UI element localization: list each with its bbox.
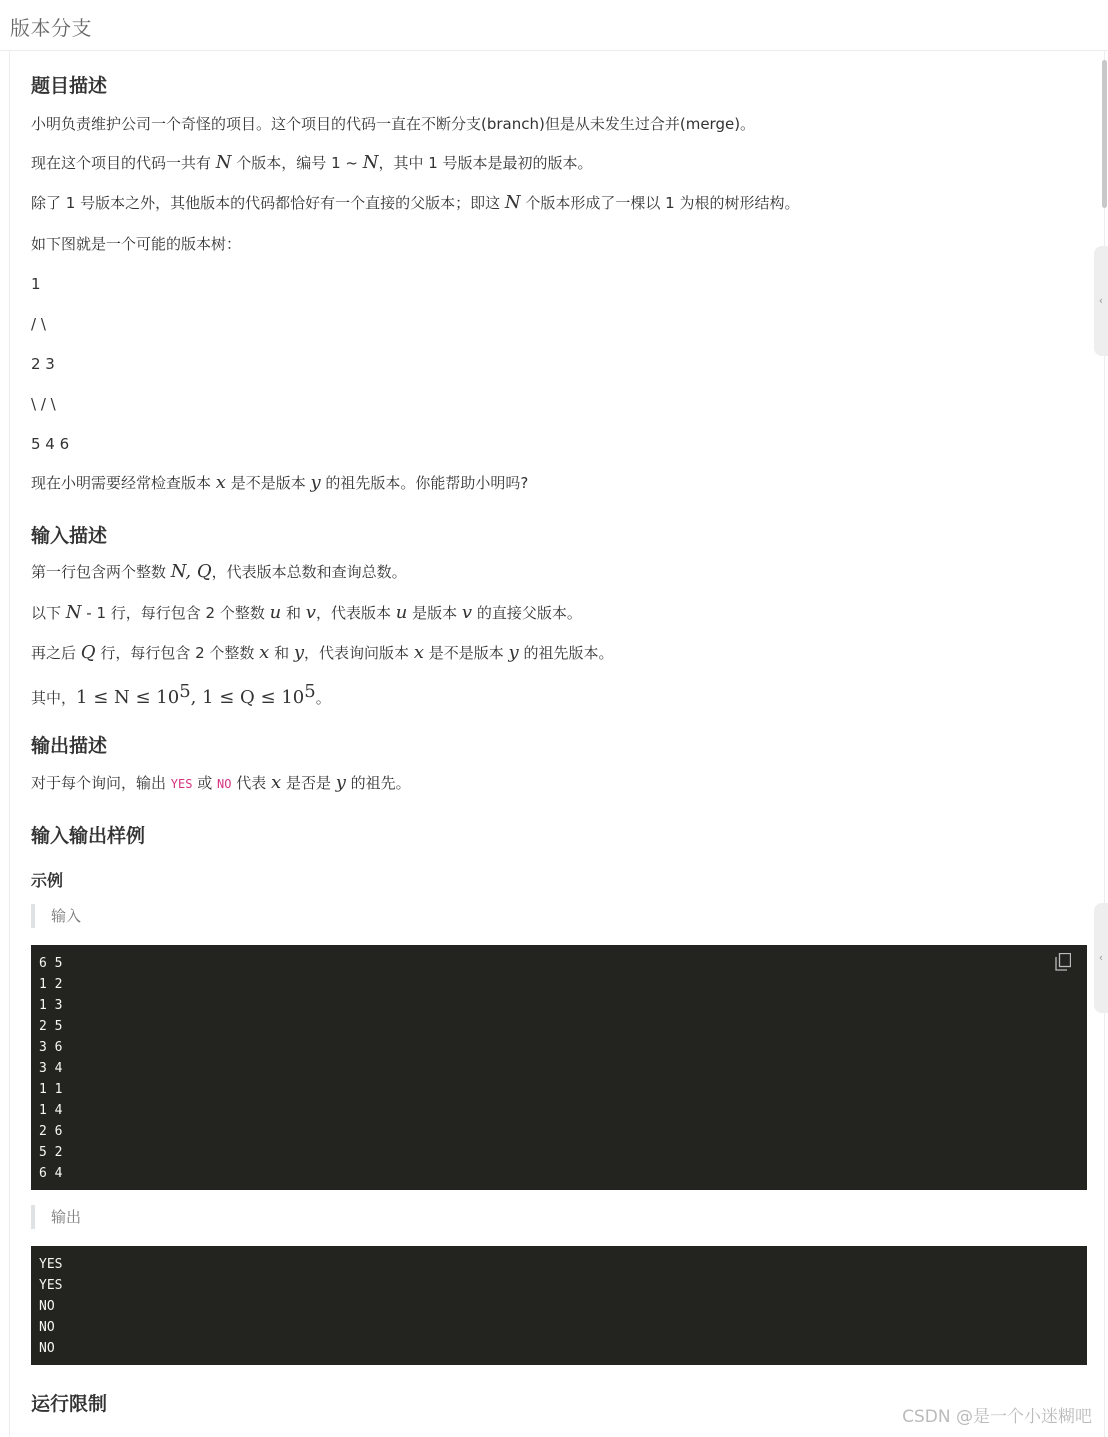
chevron-left-icon[interactable]: ‹ (1094, 903, 1108, 1013)
description-p3: 除了 1 号版本之外，其他版本的代码都恰好有一个直接的父版本；即这 N 个版本形成了一棵以 1 为根的树形结构。 (31, 192, 800, 213)
description-p1: 小明负责维护公司一个奇怪的项目。这个项目的代码一直在不断分支(branch)但是从未发生过合并(merge)。 (31, 115, 756, 133)
tree-line: 1 (31, 275, 41, 293)
code-line: 1 4 (39, 1103, 63, 1118)
input-heading: 输入描述 (31, 525, 108, 547)
code-line: 1 2 (39, 977, 63, 992)
example-label: 示例 (31, 871, 64, 890)
top-bar (0, 0, 1108, 51)
sample-output-code[interactable] (31, 1246, 1087, 1365)
yes-code: YES (170, 777, 193, 791)
description-p2: 现在这个项目的代码一共有 N 个版本，编号 1 ~ N，其中 1 号版本是最初的版本。 (31, 152, 593, 173)
sample-output-label: 输出 (31, 1205, 81, 1229)
output-heading: 输出描述 (31, 735, 108, 757)
code-line: 2 6 (39, 1124, 63, 1139)
input-line-4: 其中，$1 \le N \le 10^5$, $1 \le Q \le 10^5$。 (31, 681, 331, 708)
tree-line: 5 4 6 (31, 435, 70, 453)
code-line: YES (39, 1278, 63, 1293)
samples-heading: 输入输出样例 (31, 825, 146, 847)
code-line: NO (39, 1299, 55, 1314)
description-p5: 现在小明需要经常检查版本 x 是不是版本 y 的祖先版本。你能帮助小明吗? (31, 472, 529, 493)
no-code: NO (217, 777, 232, 791)
sample-input-code[interactable] (31, 945, 1087, 1190)
code-line: 6 5 (39, 956, 63, 971)
code-line: 1 1 (39, 1082, 63, 1097)
limits-heading: 运行限制 (31, 1393, 108, 1415)
code-line: NO (39, 1341, 55, 1356)
scrollbar-thumb[interactable] (1102, 60, 1107, 208)
description-heading: 题目描述 (31, 75, 108, 97)
page-title: 版本分支 (10, 16, 92, 40)
sample-input-lines (31, 945, 1087, 1192)
input-line-2: 以下 N - 1 行，每行包含 2 个整数 u 和 v，代表版本 u 是版本 v 的直接父版本。 (31, 602, 582, 623)
output-line-1: 对于每个询问，输出 YES 或 NO 代表 x 是否是 y 的祖先。 (31, 772, 411, 793)
code-line: YES (39, 1257, 63, 1272)
sample-input-label: 输入 (31, 904, 81, 928)
code-line: 6 4 (39, 1166, 63, 1181)
tree-line: 2 3 (31, 355, 55, 373)
tree-line: \ / \ (31, 395, 56, 413)
code-line: 1 3 (39, 998, 63, 1013)
code-line: 3 6 (39, 1040, 63, 1055)
watermark: CSDN @是一个小迷糊吧 (902, 1407, 1092, 1427)
input-line-3: 再之后 Q 行，每行包含 2 个整数 x 和 y，代表询问版本 x 是不是版本 y 的祖先版本。 (31, 642, 614, 663)
description-p4: 如下图就是一个可能的版本树： (31, 235, 242, 253)
problem-panel (9, 51, 1105, 1437)
chevron-left-icon[interactable]: ‹ (1094, 246, 1108, 356)
tree-line: / \ (31, 315, 46, 333)
code-line: 5 2 (39, 1145, 63, 1160)
input-line-1: 第一行包含两个整数 N, Q，代表版本总数和查询总数。 (31, 561, 407, 582)
code-line: 2 5 (39, 1019, 63, 1034)
sample-output-lines (31, 1246, 1087, 1367)
code-line: 3 4 (39, 1061, 63, 1076)
copy-icon[interactable] (1055, 953, 1071, 971)
code-line: NO (39, 1320, 55, 1335)
